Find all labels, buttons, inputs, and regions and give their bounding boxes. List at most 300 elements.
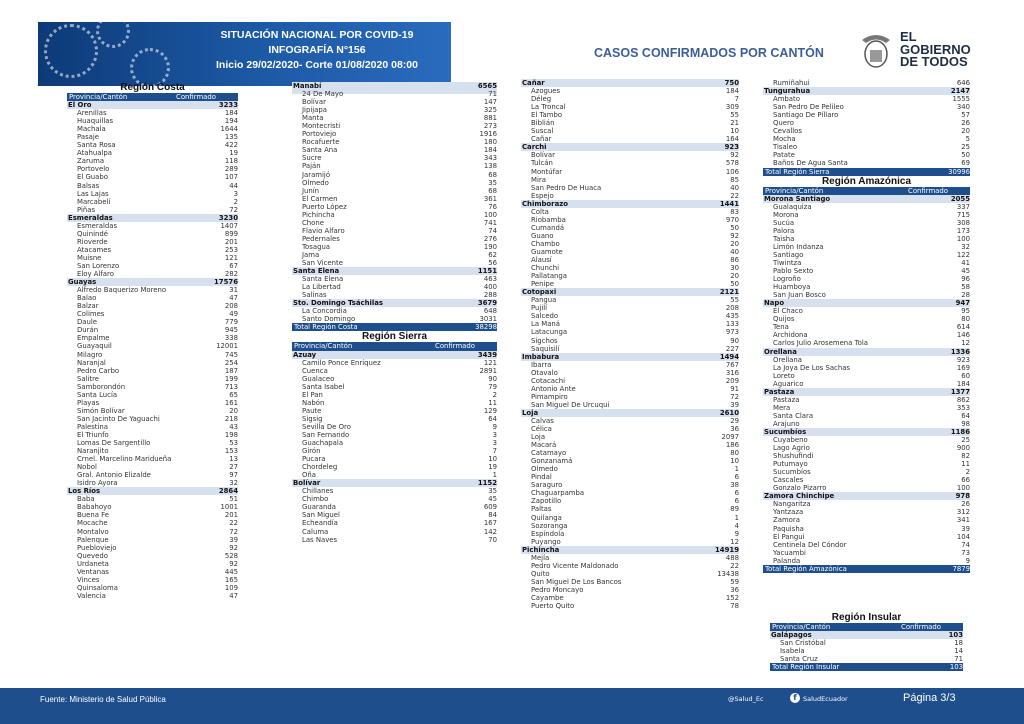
row-value: 50: [961, 151, 970, 160]
row-label: Chordeleg: [302, 463, 338, 472]
row-label: Paltas: [531, 505, 552, 514]
canton-row: [292, 415, 497, 423]
row-label: Napo: [764, 299, 785, 308]
facebook-handle[interactable]: SaludEcuador: [803, 695, 848, 703]
row-label: Quinsaloma: [77, 583, 118, 592]
row-value: 122: [956, 250, 970, 259]
row-value: 198: [224, 430, 238, 439]
canton-row: [763, 315, 970, 323]
canton-row: [292, 495, 497, 503]
row-label: Guano: [531, 231, 554, 240]
canton-row: [763, 127, 970, 135]
row-value: 20: [961, 127, 970, 136]
table-header: [763, 187, 970, 195]
canton-row: [67, 125, 238, 133]
row-label: Los Ríos: [68, 487, 101, 496]
row-label: Espíndola: [531, 529, 565, 538]
row-value: 20: [730, 272, 739, 281]
row-value: 923: [956, 355, 970, 364]
province-row: [292, 267, 497, 275]
row-label: La Concordia: [302, 307, 347, 316]
row-value: 50: [730, 280, 739, 289]
page-title: CASOS CONFIRMADOS POR CANTÓN: [594, 46, 824, 60]
row-label: Palanda: [773, 556, 801, 565]
row-value: 2097: [721, 433, 739, 442]
canton-row: [521, 473, 739, 481]
row-label: Pedro Vicente Maldonado: [531, 561, 619, 570]
row-value: 578: [725, 159, 739, 168]
canton-row: [763, 275, 970, 283]
row-value: 1336: [950, 347, 970, 356]
row-label: San Vicente: [302, 259, 343, 268]
canton-row: [770, 647, 963, 655]
row-label: Babahoyo: [77, 503, 112, 512]
row-value: 881: [483, 114, 497, 123]
canton-row: [521, 264, 739, 272]
canton-row: [763, 500, 970, 508]
canton-row: [67, 342, 238, 350]
row-value: 276: [483, 234, 497, 243]
row-label: Zamora: [773, 516, 800, 525]
row-label: Tiwintza: [773, 258, 802, 267]
province-row: [763, 492, 970, 500]
canton-row: [292, 407, 497, 415]
row-value: 13: [229, 455, 238, 464]
canton-row: [521, 296, 739, 304]
row-label: La Troncal: [531, 103, 566, 112]
row-label: Loja: [531, 433, 546, 442]
row-label: Nobol: [77, 463, 97, 472]
row-label: Paquisha: [773, 524, 804, 533]
canton-row: [292, 536, 497, 544]
canton-row: [521, 401, 739, 409]
row-value: 98: [961, 419, 970, 428]
row-value: 184: [224, 109, 238, 118]
row-value: 38298: [475, 323, 497, 332]
row-value: 17576: [214, 278, 238, 287]
row-label: Palestina: [77, 422, 109, 431]
row-value: 923: [724, 143, 739, 152]
column-insular: [770, 612, 963, 671]
canton-row: [292, 307, 497, 315]
row-label: Patate: [773, 151, 795, 160]
canton-row: [521, 505, 739, 513]
row-value: 3679: [477, 299, 497, 308]
coat-of-arms-icon: [856, 30, 896, 70]
canton-row: [521, 514, 739, 522]
header-title: SITUACIÓN NACIONAL POR COVID-19: [220, 29, 414, 41]
canton-row: [67, 407, 238, 415]
row-value: 12: [730, 537, 739, 546]
row-label: Flavio Alfaro: [302, 226, 345, 235]
row-value: 1494: [719, 352, 739, 361]
row-label: Jama: [302, 250, 320, 259]
canton-row: [67, 383, 238, 391]
row-label: Portovelo: [77, 165, 110, 174]
row-label: Cuyabeno: [773, 436, 808, 445]
row-label: Chimbo: [302, 495, 329, 504]
row-label: Paján: [302, 162, 321, 171]
row-value: 55: [730, 111, 739, 120]
row-label: Guaranda: [302, 503, 336, 512]
virus-graphic: [130, 48, 170, 86]
province-row: [292, 82, 497, 90]
canton-row: [67, 367, 238, 375]
canton-row: [763, 516, 970, 524]
row-label: Crnel. Marcelino Maridueña: [77, 455, 172, 464]
canton-row: [292, 511, 497, 519]
canton-row: [763, 460, 970, 468]
row-label: Rocafuerte: [302, 138, 340, 147]
canton-row: [521, 119, 739, 127]
row-label: Sozoranga: [531, 521, 568, 530]
row-label: Esmeraldas: [68, 213, 113, 222]
row-value: 184: [725, 87, 739, 96]
column-costa: [67, 82, 238, 600]
row-value: 53: [229, 439, 238, 448]
province-row: [521, 546, 739, 554]
canton-row: [67, 334, 238, 342]
row-label: Otavalo: [531, 368, 558, 377]
row-value: 528: [224, 551, 238, 560]
row-label: San Cristóbal: [780, 639, 826, 648]
row-label: Jipijapa: [302, 106, 327, 115]
row-value: 422: [224, 141, 238, 150]
canton-row: [292, 179, 497, 187]
canton-row: [521, 95, 739, 103]
row-value: 109: [224, 583, 238, 592]
row-label: Naranjito: [77, 447, 109, 456]
row-value: 218: [224, 414, 238, 423]
row-value: 9: [734, 529, 739, 538]
row-label: Pangua: [531, 296, 557, 305]
row-value: 7: [734, 95, 739, 104]
row-value: 715: [956, 210, 970, 219]
row-label: Puebloviejo: [77, 543, 117, 552]
row-value: 103: [949, 663, 963, 672]
canton-row: [67, 351, 238, 359]
region-total-row: [763, 168, 970, 176]
row-value: 121: [224, 253, 238, 262]
row-label: Gualaquiza: [773, 202, 812, 211]
canton-row: [67, 471, 238, 479]
region-title: Región Insular: [831, 612, 902, 623]
row-value: 22: [730, 191, 739, 200]
row-value: 60: [961, 371, 970, 380]
canton-row: [67, 576, 238, 584]
row-label: Loja: [522, 408, 539, 417]
canton-row: [521, 320, 739, 328]
row-value: 173: [956, 226, 970, 235]
row-value: 59: [730, 577, 739, 586]
row-value: 80: [961, 315, 970, 324]
row-value: 133: [725, 320, 739, 329]
row-value: 147: [483, 98, 497, 107]
canton-row: [292, 195, 497, 203]
canton-row: [521, 433, 739, 441]
row-value: 10: [488, 455, 497, 464]
row-value: 72: [730, 392, 739, 401]
row-value: 55: [730, 296, 739, 305]
row-label: El Tambo: [531, 111, 563, 120]
table-header: [770, 623, 963, 631]
row-value: 31: [229, 286, 238, 295]
row-label: Logroño: [773, 275, 801, 284]
row-label: Cevallos: [773, 127, 802, 136]
canton-row: [292, 431, 497, 439]
row-value: 43: [229, 422, 238, 431]
row-value: 343: [483, 154, 497, 163]
province-row: [763, 388, 970, 396]
row-value: 199: [224, 374, 238, 383]
canton-row: [67, 431, 238, 439]
canton-row: [292, 291, 497, 299]
row-value: 741: [483, 218, 497, 227]
canton-row: [521, 457, 739, 465]
canton-row: [770, 639, 963, 647]
row-value: 2147: [950, 87, 970, 96]
row-value: Confirmado: [901, 623, 941, 631]
row-label: Latacunga: [531, 328, 568, 337]
row-label: Santiago: [773, 250, 804, 259]
row-value: 97: [229, 471, 238, 480]
row-value: 169: [956, 363, 970, 372]
province-row: [67, 278, 238, 286]
row-label: Santa Elena: [293, 267, 340, 276]
row-label: Palora: [773, 226, 795, 235]
row-label: Urdaneta: [77, 559, 109, 568]
row-label: Taisha: [773, 234, 795, 243]
row-label: San Juan Bosco: [773, 291, 826, 300]
row-value: 161: [224, 398, 238, 407]
table-header: [67, 93, 238, 101]
row-value: 184: [956, 379, 970, 388]
row-value: 80: [730, 449, 739, 458]
row-label: Sucumbíos: [764, 427, 807, 436]
canton-row: [292, 122, 497, 130]
virus-graphic: [96, 22, 130, 48]
row-value: 90: [488, 374, 497, 383]
row-label: Salitre: [77, 374, 100, 383]
row-label: Calvas: [531, 416, 554, 425]
row-value: 49: [229, 310, 238, 319]
row-label: Carlos Julio Arosemena Tola: [773, 339, 868, 348]
canton-row: [521, 224, 739, 232]
row-label: Eloy Alfaro: [77, 270, 114, 279]
canton-row: [521, 192, 739, 200]
row-value: 38: [730, 481, 739, 490]
canton-row: [521, 361, 739, 369]
row-label: Quevedo: [77, 551, 108, 560]
row-value: 337: [956, 202, 970, 211]
canton-row: [763, 267, 970, 275]
canton-row: [763, 525, 970, 533]
province-row: [67, 214, 238, 222]
canton-row: [521, 208, 739, 216]
row-label: Gualaceo: [302, 374, 335, 383]
row-label: Pablo Sexto: [773, 267, 814, 276]
row-label: Mocache: [77, 519, 108, 528]
row-value: 646: [956, 79, 970, 87]
canton-row: [67, 399, 238, 407]
canton-row: [521, 256, 739, 264]
canton-row: [67, 318, 238, 326]
row-value: 253: [224, 245, 238, 254]
row-value: 72: [229, 205, 238, 214]
row-label: Rumiñahui: [773, 79, 810, 87]
row-label: Santo Domingo: [302, 315, 356, 324]
row-label: Girón: [302, 447, 321, 456]
row-label: Pasaje: [77, 133, 100, 142]
row-value: 5: [965, 135, 970, 144]
row-value: 35: [488, 487, 497, 496]
canton-row: [521, 240, 739, 248]
canton-row: [521, 578, 739, 586]
row-value: 3: [233, 189, 238, 198]
canton-row: [292, 98, 497, 106]
canton-row: [763, 404, 970, 412]
row-value: 208: [725, 304, 739, 313]
row-label: El Triunfo: [77, 430, 109, 439]
canton-row: [521, 489, 739, 497]
row-label: Pindal: [531, 473, 552, 482]
canton-row: [292, 211, 497, 219]
row-label: Alausí: [531, 256, 552, 265]
row-value: 12001: [216, 342, 238, 351]
row-value: 180: [483, 138, 497, 147]
canton-row: [67, 584, 238, 592]
canton-row: [521, 248, 739, 256]
row-value: 2: [965, 468, 970, 477]
row-value: 316: [725, 368, 739, 377]
row-label: San Pedro De Huaca: [531, 183, 602, 192]
row-value: 103: [948, 631, 963, 640]
row-label: Biblián: [531, 119, 555, 128]
canton-row: [292, 503, 497, 511]
row-label: Salcedo: [531, 312, 559, 321]
facebook-icon[interactable]: f: [790, 693, 800, 703]
row-value: 614: [956, 323, 970, 332]
row-label: Antonio Ante: [531, 384, 576, 393]
row-value: 100: [483, 210, 497, 219]
header-infografia: INFOGRAFÍA N°156: [268, 44, 366, 56]
row-label: Catamayo: [531, 449, 567, 458]
canton-row: [67, 141, 238, 149]
row-value: 201: [224, 237, 238, 246]
row-label: Sevilla De Oro: [302, 422, 351, 431]
row-label: Santa Elena: [302, 275, 344, 284]
canton-row: [67, 310, 238, 318]
row-value: 146: [956, 331, 970, 340]
row-label: Guachapala: [302, 439, 344, 448]
canton-row: [763, 468, 970, 476]
row-label: Pastaza: [773, 395, 800, 404]
row-label: La Maná: [531, 320, 561, 329]
canton-row: [521, 481, 739, 489]
row-value: 3: [492, 430, 497, 439]
region-total-row: [292, 323, 497, 331]
canton-row: [292, 90, 497, 98]
canton-row: [763, 291, 970, 299]
canton-row: [292, 114, 497, 122]
row-value: 288: [483, 291, 497, 300]
province-row: [67, 487, 238, 495]
canton-row: [67, 326, 238, 334]
canton-row: [292, 447, 497, 455]
canton-row: [763, 396, 970, 404]
row-label: Lomas De Sargentillo: [77, 439, 151, 448]
canton-row: [763, 476, 970, 484]
row-label: Caluma: [302, 527, 329, 536]
row-label: Muisne: [77, 253, 102, 262]
row-value: 30: [730, 264, 739, 273]
row-value: 51: [229, 495, 238, 504]
row-value: 27: [229, 463, 238, 472]
row-value: 104: [956, 532, 970, 541]
row-value: 6: [734, 497, 739, 506]
province-row: [763, 195, 970, 203]
table-header: [292, 342, 497, 350]
row-value: 64: [961, 411, 970, 420]
row-value: 19: [229, 149, 238, 158]
canton-row: [67, 544, 238, 552]
row-label: Cuenca: [302, 366, 328, 375]
row-label: Junín: [302, 186, 320, 195]
row-value: 309: [725, 103, 739, 112]
row-label: La Joya De Los Sachas: [773, 363, 851, 372]
canton-row: [67, 479, 238, 487]
canton-row: [763, 331, 970, 339]
row-value: 14919: [715, 545, 739, 554]
row-label: Manabí: [293, 82, 322, 90]
row-value: 78: [730, 602, 739, 611]
row-value: 36: [730, 425, 739, 434]
row-value: 11: [961, 460, 970, 469]
canton-row: [292, 251, 497, 259]
row-label: Balao: [77, 294, 97, 303]
row-value: 50: [730, 223, 739, 232]
row-label: Quero: [773, 119, 794, 128]
row-label: Tisaleo: [773, 143, 798, 152]
canton-row: [67, 592, 238, 600]
canton-row: [292, 138, 497, 146]
row-label: Provincia/Cantón: [765, 186, 824, 195]
row-value: 70: [488, 535, 497, 544]
row-value: 745: [224, 350, 238, 359]
row-value: 28: [961, 291, 970, 300]
row-value: 39: [229, 535, 238, 544]
canton-row: [292, 375, 497, 383]
canton-row: [521, 176, 739, 184]
canton-row: [521, 103, 739, 111]
twitter-handle[interactable]: @Salud_Ec: [728, 695, 764, 703]
row-value: 142: [483, 527, 497, 536]
row-value: 2864: [218, 487, 238, 496]
row-value: 14: [954, 647, 963, 656]
row-value: 26: [961, 500, 970, 509]
canton-row: [67, 133, 238, 141]
row-value: 107: [224, 173, 238, 182]
virus-graphic: [44, 24, 98, 78]
row-value: 36: [730, 585, 739, 594]
row-value: 6565: [477, 82, 497, 90]
canton-row: [67, 173, 238, 181]
canton-row: [763, 549, 970, 557]
row-value: 435: [725, 312, 739, 321]
row-value: 184: [483, 146, 497, 155]
row-label: Colimes: [77, 310, 105, 319]
row-label: Shushufindi: [773, 452, 814, 461]
